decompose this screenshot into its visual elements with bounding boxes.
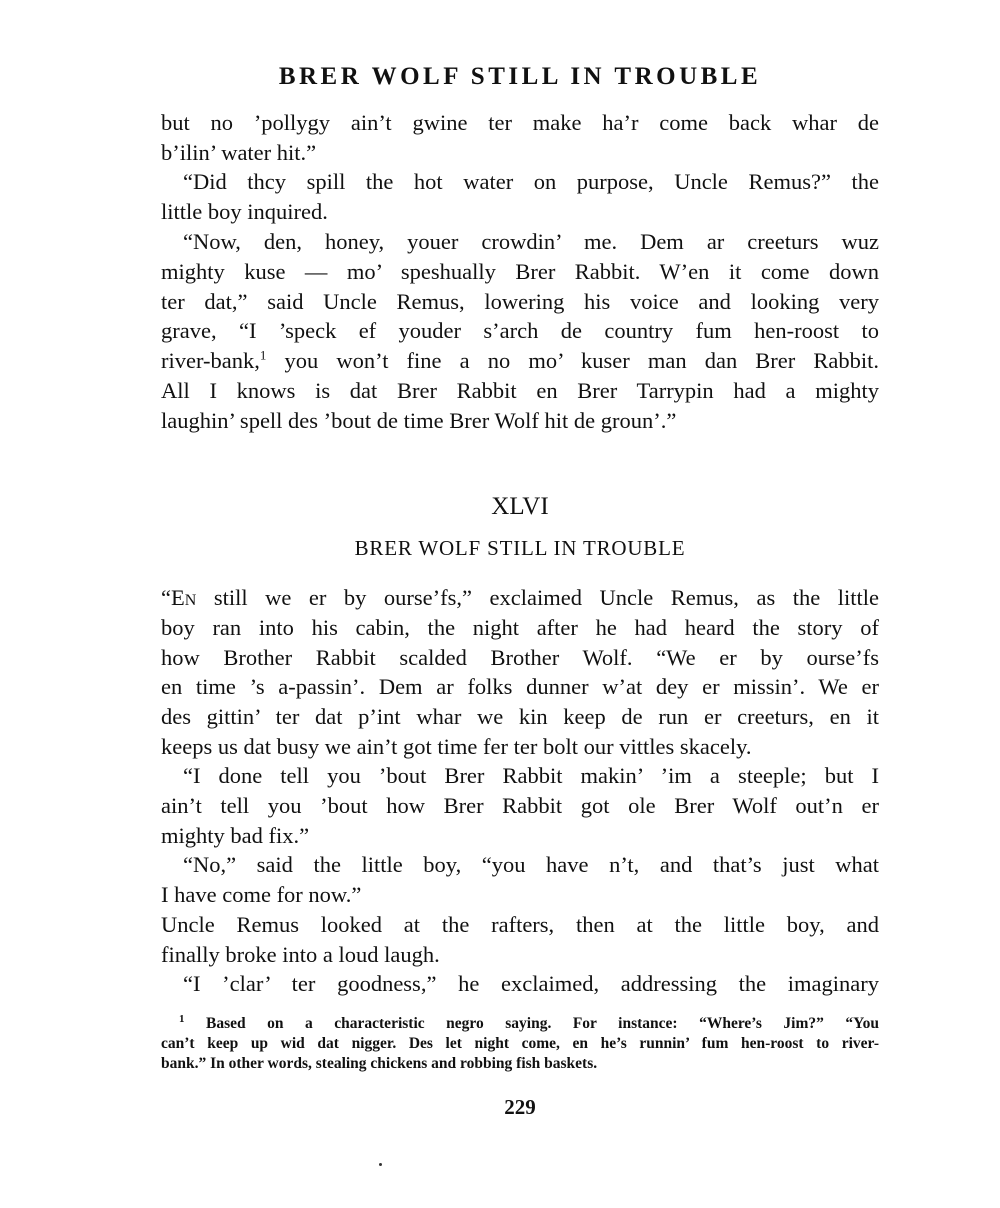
footnote-line bbox=[161, 1014, 879, 1034]
text-line: finally broke into a loud laugh. bbox=[161, 941, 440, 967]
text-fragment: you won’t fine a no mo’ kuser man dan Brer Rabbit. bbox=[284, 348, 880, 374]
text-line: des gittin’ ter dat p’int whar we kin keep de run er creeturs, en it bbox=[161, 704, 879, 730]
prev-chapter-paragraph-3 bbox=[161, 227, 879, 436]
chapter-paragraph-2 bbox=[161, 761, 879, 850]
chapter-paragraph-4 bbox=[161, 910, 879, 970]
text-line: b’ilin’ water hit.” bbox=[161, 139, 317, 165]
text-line: “No,” said the little boy, “you have n’t, and that’s just what bbox=[183, 852, 879, 877]
text-line: grave, “I ’speck ef youder s’arch de country fum hen-roost to bbox=[161, 318, 879, 344]
text-line: keeps us dat busy we ain’t got time fer ter bolt our vittles skacely. bbox=[161, 733, 752, 759]
text-line: “Did thcy spill the hot water on purpose, Uncle Remus?” the bbox=[183, 169, 879, 194]
text-line: little boy inquired. bbox=[161, 198, 328, 224]
prev-chapter-paragraph-1 bbox=[161, 108, 879, 168]
text-line: “I ’clar’ ter goodness,” he exclaimed, addressing the imaginary bbox=[183, 971, 879, 996]
chapter-paragraph-1 bbox=[161, 583, 879, 762]
scan-speck bbox=[379, 1163, 382, 1166]
text-line: All I knows is dat Brer Rabbit en Brer Tarrypin had a mighty bbox=[161, 377, 879, 403]
chapter-paragraph-5 bbox=[161, 969, 879, 999]
text-line-with-footnote bbox=[161, 346, 879, 376]
text-line-opening bbox=[161, 583, 879, 613]
chapter-paragraph-3 bbox=[161, 850, 879, 910]
text-line: en time ’s a-passin’. Dem ar folks dunner w’at dey er missin’. We er bbox=[161, 674, 879, 700]
text-fragment: river-bank, bbox=[161, 348, 260, 374]
chapter-title: BRER WOLF STILL IN TROUBLE bbox=[354, 536, 686, 560]
opening-word: “En bbox=[161, 585, 197, 610]
text-line: I have come for now.” bbox=[161, 881, 362, 907]
text-line: “I done tell you ’bout Brer Rabbit makin’ ’im a steeple; but I bbox=[183, 763, 879, 788]
chapter-number: XLVI bbox=[491, 493, 549, 520]
text-line: “Now, den, honey, youer crowdin’ me. Dem ar creeturs wuz bbox=[183, 229, 879, 254]
text-line: laughin’ spell des ’bout de time Brer Wolf hit de groun’.” bbox=[161, 407, 677, 433]
footnote-line: can’t keep up wid dat nigger. Des let night come, en he’s runnin’ fum hen-roost to river- bbox=[161, 1035, 879, 1052]
text-line: how Brother Rabbit scalded Brother Wolf. “We er by ourse’fs bbox=[161, 644, 879, 670]
footnote-line: bank.” In other words, stealing chickens and robbing fish baskets. bbox=[161, 1055, 598, 1072]
footnote-marker: 1 bbox=[259, 347, 267, 363]
footnote bbox=[161, 1014, 879, 1074]
text-line: but no ’pollygy ain’t gwine ter make ha’r come back whar de bbox=[161, 110, 879, 135]
text-line: mighty kuse — mo’ speshually Brer Rabbit. W’en it come down bbox=[161, 258, 879, 284]
text-fragment: Based on a characteristic negro saying. For instance: “Where’s Jim?” “You bbox=[184, 1015, 879, 1032]
text-line: boy ran into his cabin, the night after he had heard the story of bbox=[161, 614, 879, 640]
footnote-marker: 1 bbox=[179, 1012, 185, 1025]
text-line: Uncle Remus looked at the rafters, then at the little boy, and bbox=[161, 912, 879, 937]
prev-chapter-paragraph-2 bbox=[161, 167, 879, 227]
text-line: ain’t tell you ’bout how Brer Rabbit got ole Brer Wolf out’n er bbox=[161, 792, 879, 818]
text-line: ter dat,” said Uncle Remus, lowering his voice and looking very bbox=[161, 288, 879, 314]
page-number: 229 bbox=[504, 1095, 536, 1119]
running-head: BRER WOLF STILL IN TROUBLE bbox=[278, 63, 762, 90]
text-line: mighty bad fix.” bbox=[161, 822, 310, 848]
text-fragment: still we er by ourse’fs,” exclaimed Uncle Remus, as the little bbox=[196, 585, 879, 610]
